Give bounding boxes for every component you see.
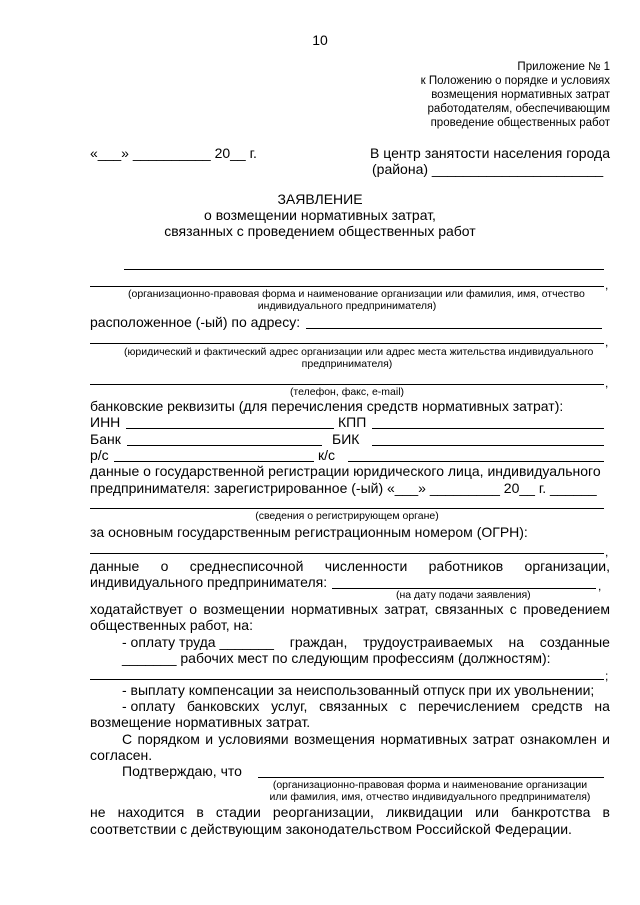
caption-date: (на дату подачи заявления) — [396, 589, 531, 601]
word: С — [122, 731, 133, 747]
word: затрат — [472, 731, 515, 747]
caption-confirm: или фамилия, имя, отчество индивидуального предпринимателя) — [269, 791, 591, 803]
word: в — [196, 804, 204, 820]
word: организации, — [524, 558, 610, 574]
word: ликвидации — [386, 804, 464, 820]
address-field[interactable] — [306, 328, 602, 329]
word: в — [602, 804, 610, 820]
comma: , — [605, 278, 609, 292]
bank-field[interactable] — [127, 445, 322, 446]
bik-label: БИК — [332, 431, 360, 447]
appendix-line: к Положению о порядке и условиях — [420, 75, 610, 87]
comma: , — [605, 335, 609, 349]
avg-headcount-line — [90, 558, 610, 574]
appendix-line: проведение общественных работ — [430, 117, 610, 129]
phone-field[interactable] — [90, 384, 604, 385]
agree-line — [122, 731, 610, 747]
word: среднесписочной — [189, 558, 304, 574]
confirm-label: Подтверждаю, что — [122, 763, 242, 779]
caption-registrar: (сведения о регистрирующем органе) — [255, 510, 439, 522]
word: связанных — [434, 601, 504, 617]
registration-line: предпринимателя: зарегистрированное (-ый) «___» _________ 20__ г. ______ — [90, 480, 597, 496]
appendix-line: Приложение № 1 — [517, 61, 610, 73]
word: работников — [428, 558, 504, 574]
agree-line: согласен. — [90, 747, 153, 763]
word: средств — [531, 698, 583, 714]
word: стадии — [215, 804, 261, 820]
word: с — [509, 601, 517, 617]
word: о — [189, 601, 198, 617]
comma: , — [598, 579, 602, 593]
word: не — [90, 804, 106, 820]
final-line: соответствии с действующим законодательством Российской Федерации. — [90, 821, 572, 837]
bank-services-line — [122, 698, 610, 714]
caption-org: индивидуального предпринимателя) — [257, 300, 437, 312]
bank-label: Банк — [90, 431, 121, 447]
word: численности — [324, 558, 408, 574]
word: нормативных — [291, 601, 378, 617]
org-name-field-2[interactable] — [90, 286, 604, 287]
caption-address: (юридический и фактический адрес организации или адрес места жительства индивидуального — [124, 346, 594, 358]
word: и — [602, 731, 610, 747]
kpp-label: КПП — [338, 414, 367, 430]
comma: , — [605, 376, 609, 390]
word: связанных — [319, 698, 388, 714]
word: трудоустраиваемых — [363, 634, 493, 650]
word: находится — [117, 804, 185, 820]
caption-confirm: (организационно-правовая форма и наименование организации — [272, 779, 588, 791]
word: о — [160, 558, 169, 574]
wage-line: _______ рабочих мест по следующим профессиям (должностям): — [122, 650, 551, 666]
confirm-field[interactable] — [258, 777, 604, 778]
final-line — [90, 804, 610, 820]
word: возмещении — [203, 601, 285, 617]
word: банкротства — [511, 804, 591, 820]
word: нормативных — [380, 731, 468, 747]
bik-field[interactable] — [372, 445, 604, 446]
comma: , — [605, 545, 609, 559]
document-subtitle: о возмещении нормативных затрат, — [204, 207, 436, 223]
semicolon: ; — [605, 669, 609, 683]
ogrn-field[interactable] — [90, 553, 604, 554]
word: данные — [90, 558, 140, 574]
recipient-district-line: (района) ______________________ — [372, 161, 604, 177]
avg-headcount-label: индивидуального предпринимателя: — [90, 574, 328, 590]
caption-org: (организационно-правовая форма и наименование организации или фамилия, имя, отчество — [128, 288, 585, 300]
document-subtitle: связанных с проведением общественных работ — [164, 223, 476, 239]
inn-label: ИНН — [90, 414, 121, 430]
inn-field[interactable] — [126, 428, 334, 429]
kpp-field[interactable] — [372, 428, 604, 429]
word: условиями — [218, 731, 289, 747]
word: услуг, — [271, 698, 308, 714]
rs-field[interactable] — [114, 461, 314, 462]
word: на — [508, 634, 525, 650]
word: порядком — [137, 731, 200, 747]
appendix-line: возмещения нормативных затрат — [431, 89, 610, 101]
word: граждан, — [289, 634, 348, 650]
word: ходатайствует — [90, 601, 183, 617]
ks-field[interactable] — [348, 461, 604, 462]
word: созданные — [539, 634, 610, 650]
request-line — [90, 601, 610, 617]
word: перечислением — [418, 698, 520, 714]
word: с — [399, 698, 407, 714]
vacation-line: - выплату компенсации за неиспользованный отпуск при их увольнении; — [122, 682, 595, 698]
caption-address: предпринимателя) — [301, 358, 393, 370]
word: реорганизации, — [272, 804, 374, 820]
ogrn-label: за основным государственным регистрационным номером (ОГРН): — [90, 524, 528, 540]
appendix-block — [421, 60, 610, 130]
address-field-2[interactable] — [90, 343, 604, 344]
org-name-field[interactable] — [124, 269, 604, 270]
word: и — [205, 731, 214, 747]
bank-services-line: возмещение нормативных затрат. — [90, 714, 311, 730]
word: проведением — [523, 601, 610, 617]
bank-details-label: банковские реквизиты (для перечисления средств нормативных затрат): — [90, 398, 564, 414]
registrar-field[interactable] — [90, 508, 604, 509]
document-title: ЗАЯВЛЕНИЕ — [277, 191, 363, 207]
registration-line: данные о государственной регистрации юридического лица, индивидуального — [90, 463, 601, 479]
professions-field[interactable] — [90, 679, 604, 680]
rs-label: р/с — [90, 447, 109, 463]
page-number: 10 — [312, 32, 328, 48]
wage-line — [122, 634, 610, 650]
word: или — [475, 804, 499, 820]
word: - оплату — [122, 698, 176, 714]
appendix-line: работодателям, обеспечивающим — [427, 103, 610, 115]
word: возмещения — [293, 731, 375, 747]
date-line: «___» __________ 20__ г. — [90, 145, 257, 161]
word: банковских — [186, 698, 260, 714]
request-line: общественных работ, на: — [90, 617, 253, 633]
located-label: расположенное (-ый) по адресу: — [90, 314, 301, 330]
word: - оплату труда _______ — [122, 634, 274, 650]
word: затрат, — [384, 601, 429, 617]
caption-phone: (телефон, факс, e-mail) — [289, 386, 405, 398]
word: ознакомлен — [519, 731, 597, 747]
recipient-line: В центр занятости населения города — [370, 145, 610, 161]
word: на — [594, 698, 610, 714]
ks-label: к/с — [318, 447, 336, 463]
